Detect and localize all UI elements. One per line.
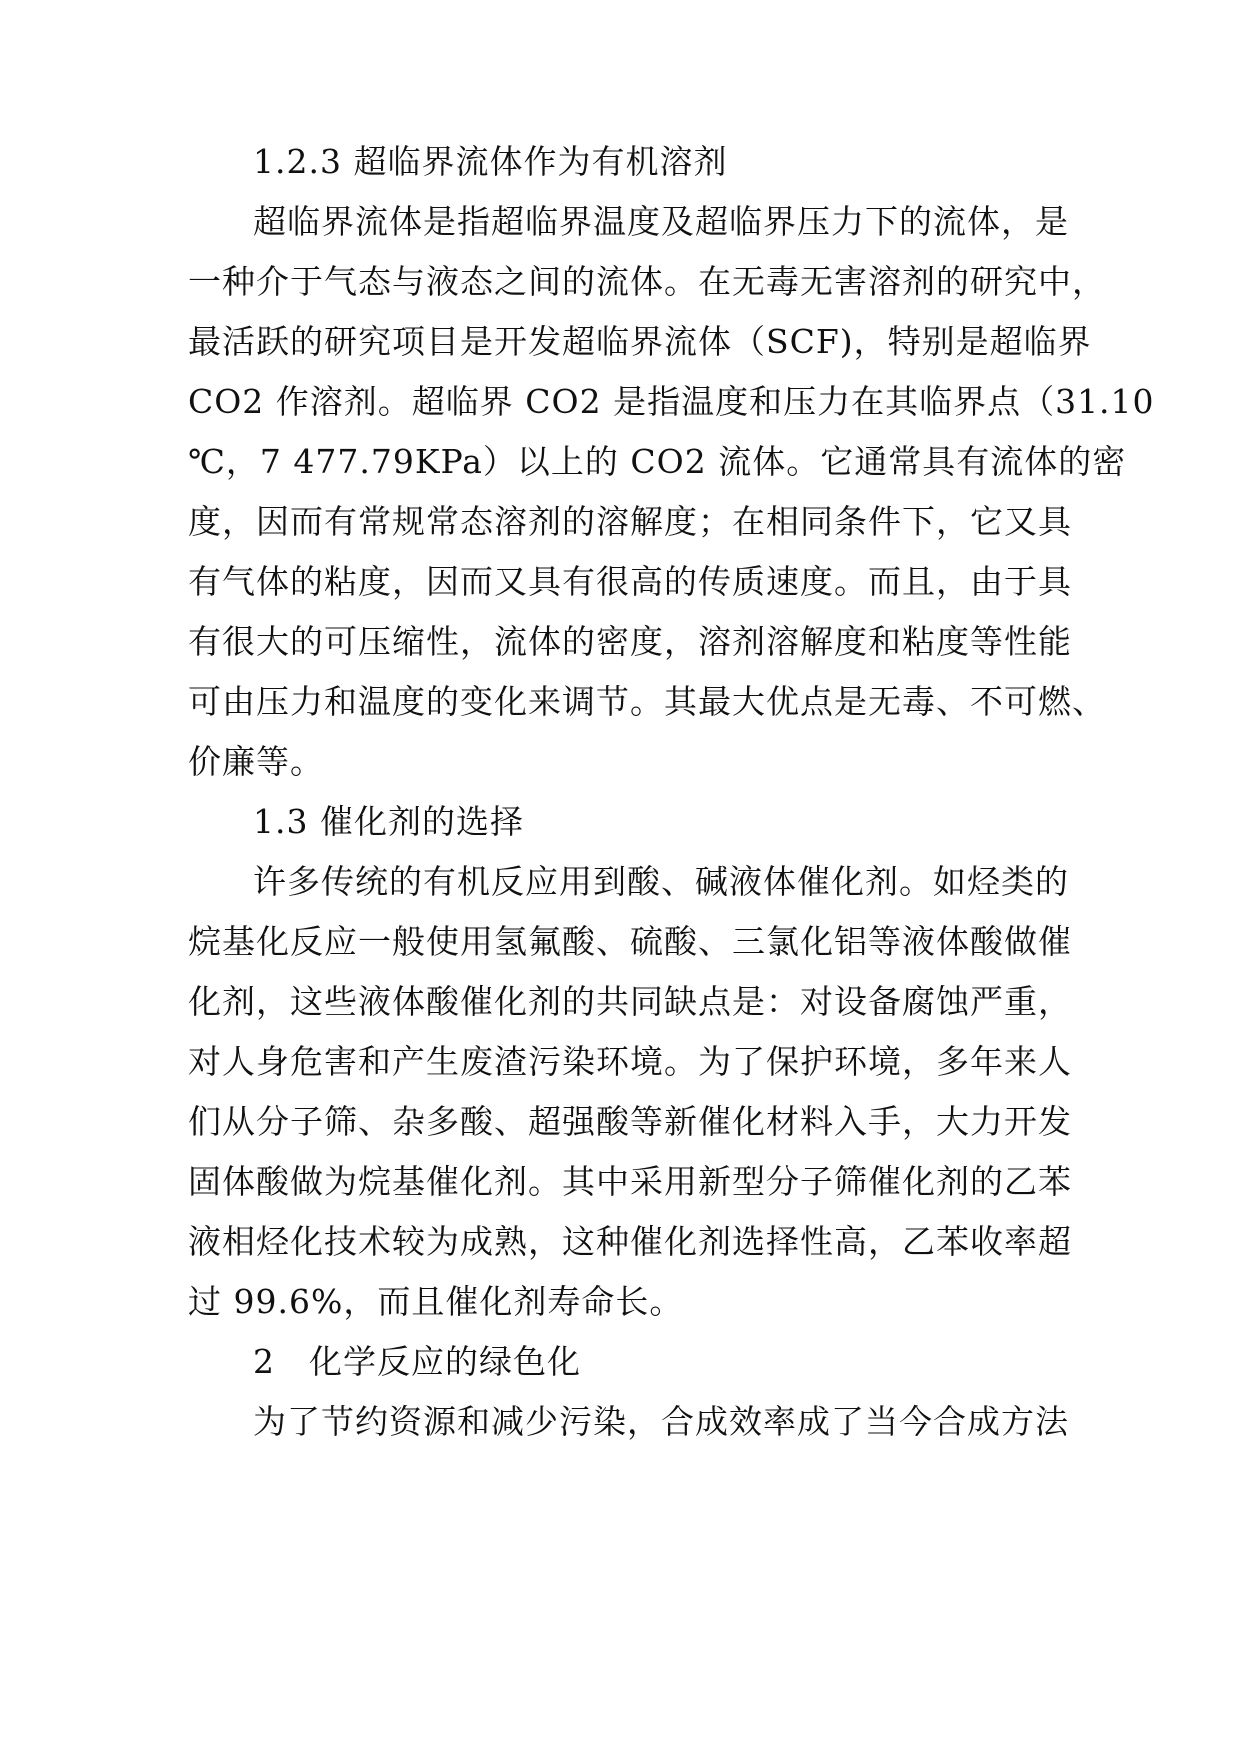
heading-1-2-3: 1.2.3 超临界流体作为有机溶剂 — [253, 142, 728, 181]
paragraph-line: CO2 作溶剂。超临界 CO2 是指温度和压力在其临界点（31.10 — [188, 382, 1155, 421]
paragraph-line: 超临界流体是指超临界温度及超临界压力下的流体，是 — [253, 202, 1069, 241]
paragraph-line: 度，因而有常规常态溶剂的溶解度；在相同条件下，它又具 — [188, 502, 1072, 541]
heading-2: 2 化学反应的绿色化 — [253, 1342, 581, 1381]
paragraph-line: 一种介于气态与液态之间的流体。在无毒无害溶剂的研究中， — [188, 262, 1106, 301]
paragraph-line: 许多传统的有机反应用到酸、碱液体催化剂。如烃类的 — [253, 862, 1069, 901]
paragraph-line: 烷基化反应一般使用氢氟酸、硫酸、三氯化铝等液体酸做催 — [188, 922, 1072, 961]
paragraph-line: ℃，7 477.79KPa）以上的 CO2 流体。它通常具有流体的密 — [188, 442, 1127, 481]
paragraph-line: 液相烃化技术较为成熟，这种催化剂选择性高，乙苯收率超 — [188, 1222, 1072, 1261]
paragraph-line: 可由压力和温度的变化来调节。其最大优点是无毒、不可燃、 — [188, 682, 1106, 721]
paragraph-line: 有气体的粘度，因而又具有很高的传质速度。而且，由于具 — [188, 562, 1072, 601]
paragraph-line: 化剂，这些液体酸催化剂的共同缺点是：对设备腐蚀严重， — [188, 982, 1072, 1021]
heading-1-3: 1.3 催化剂的选择 — [253, 802, 524, 841]
paragraph-line: 过 99.6%，而且催化剂寿命长。 — [188, 1282, 684, 1321]
paragraph-line: 价廉等。 — [188, 742, 324, 781]
paragraph-line: 们从分子筛、杂多酸、超强酸等新催化材料入手，大力开发 — [188, 1102, 1072, 1141]
paragraph-line: 最活跃的研究项目是开发超临界流体（SCF)，特别是超临界 — [188, 322, 1092, 361]
paragraph-line: 为了节约资源和减少污染，合成效率成了当今合成方法 — [253, 1402, 1069, 1441]
paragraph-line: 有很大的可压缩性，流体的密度，溶剂溶解度和粘度等性能 — [188, 622, 1072, 661]
paragraph-line: 固体酸做为烷基催化剂。其中采用新型分子筛催化剂的乙苯 — [188, 1162, 1072, 1201]
paragraph-line: 对人身危害和产生废渣污染环境。为了保护环境，多年来人 — [188, 1042, 1072, 1081]
